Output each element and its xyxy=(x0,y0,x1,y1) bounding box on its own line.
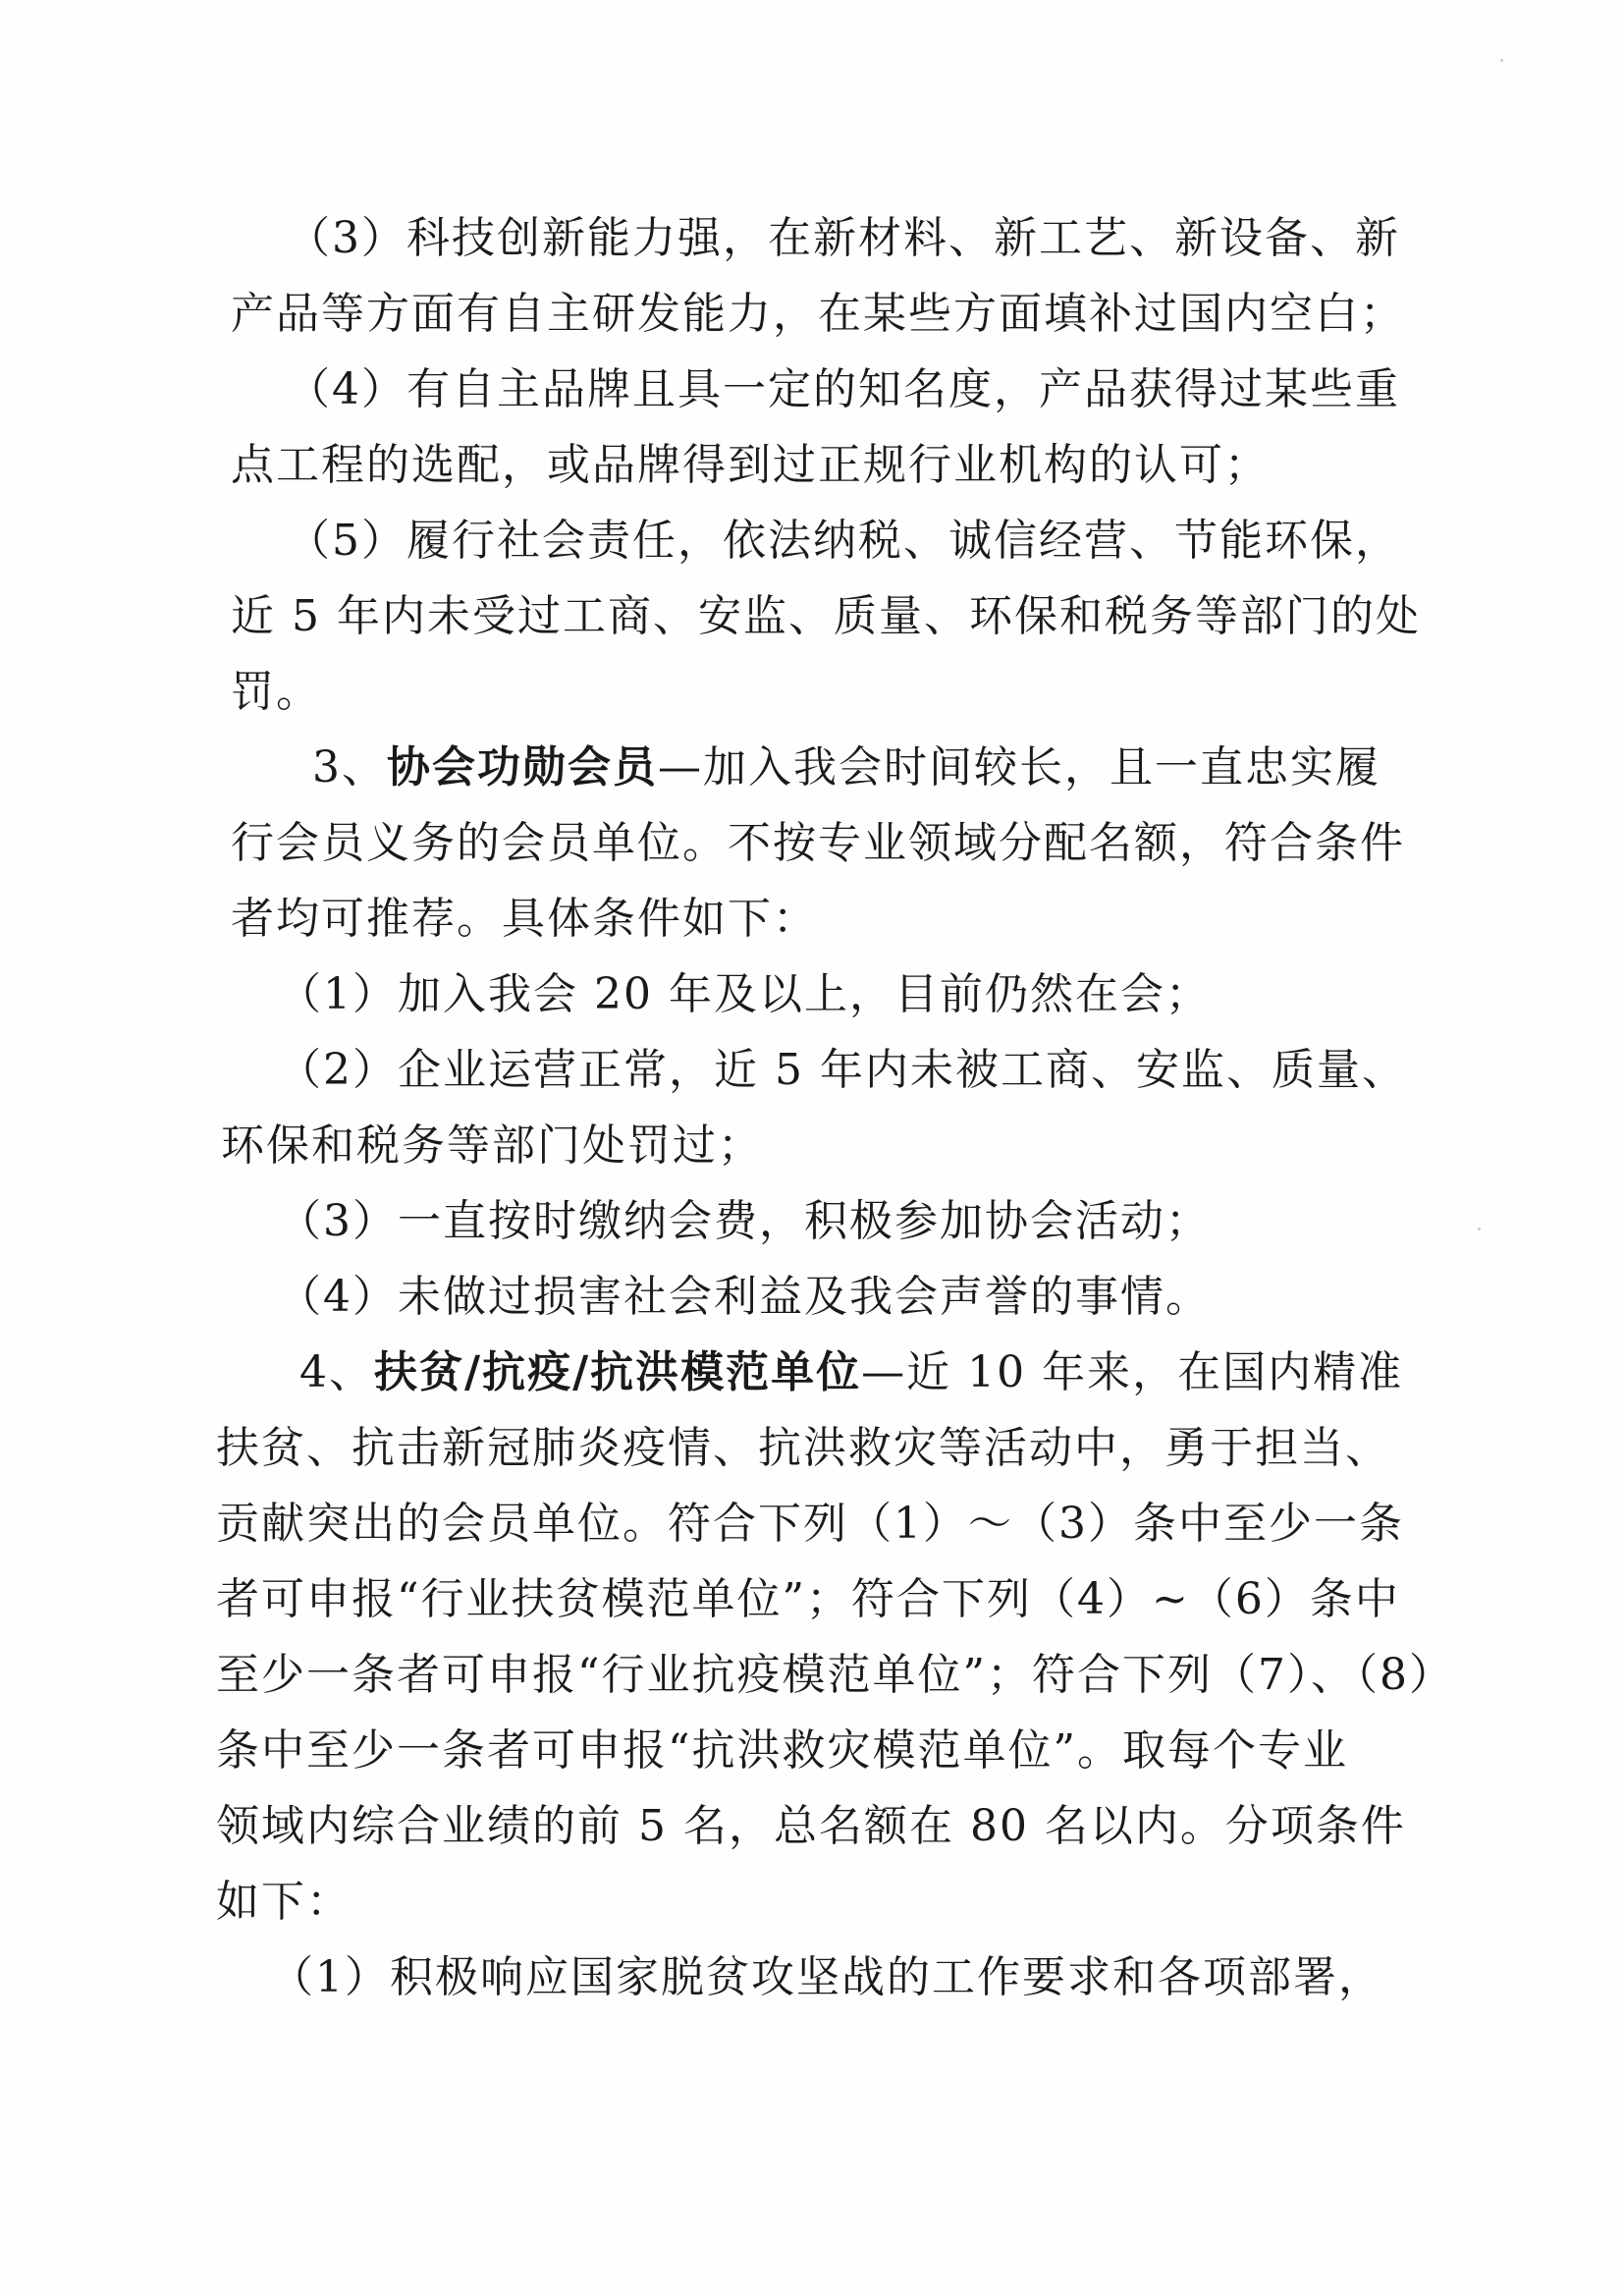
paragraph-line: 环保和税务等部门处罚过； xyxy=(221,1121,763,1171)
paragraph-line: 扶贫、抗击新冠肺炎疫情、抗洪救灾等活动中，勇于担当、 xyxy=(216,1423,1390,1473)
paragraph-line: 至少一条者可申报“行业抗疫模范单位”；符合下列（7）、（8） xyxy=(216,1650,1454,1700)
section-number: 3、 xyxy=(312,742,387,793)
section-intro: —加入我会时间较长，且一直忠实履 xyxy=(658,742,1380,793)
section-heading-line xyxy=(312,738,1380,797)
list-item: （1）加入我会 20 年及以上，目前仍然在会； xyxy=(278,969,1211,1019)
paragraph-line: （4）有自主品牌且具一定的知名度，产品获得过某些重 xyxy=(287,364,1400,414)
list-item: （2）企业运营正常，近 5 年内未被工商、安监、质量、 xyxy=(278,1045,1407,1095)
section-title: 协会功勋会员 xyxy=(387,742,658,793)
paragraph-line: 行会员义务的会员单位。不按专业领域分配名额，符合条件 xyxy=(231,818,1405,868)
paragraph-line: 近 5 年内未受过工商、安监、质量、环保和税务等部门的处 xyxy=(231,591,1421,641)
paragraph-line: （3）科技创新能力强，在新材料、新工艺、新设备、新 xyxy=(287,213,1400,263)
paragraph-line: 产品等方面有自主研发能力，在某些方面填补过国内空白； xyxy=(231,289,1405,339)
section-intro: —近 10 年来，在国内精准 xyxy=(861,1347,1404,1397)
paragraph-line: 贡献突出的会员单位。符合下列（1）～（3）条中至少一条 xyxy=(216,1499,1404,1549)
section-title: 扶贫/抗疫/抗洪模范单位 xyxy=(374,1347,862,1397)
paragraph-line: 如下： xyxy=(216,1877,352,1927)
paragraph-line: 条中至少一条者可申报“抗洪救灾模范单位”。取每个专业 xyxy=(216,1725,1348,1776)
section-heading-line xyxy=(299,1343,1403,1402)
paragraph-line: 点工程的选配，或品牌得到过正规行业机构的认可； xyxy=(231,440,1270,490)
paragraph-line: （5）履行社会责任，依法纳税、诚信经营、节能环保， xyxy=(287,516,1400,566)
list-item: （4）未做过损害社会利益及我会声誉的事情。 xyxy=(278,1272,1211,1322)
scan-speck xyxy=(1478,1228,1481,1230)
paragraph-line: 领域内综合业绩的前 5 名，总名额在 80 名以内。分项条件 xyxy=(216,1801,1406,1851)
paragraph-line: 者可申报“行业扶贫模范单位”；符合下列（4）~（6）条中 xyxy=(216,1574,1400,1624)
list-item: （3）一直按时缴纳会费，积极参加协会活动； xyxy=(278,1196,1211,1246)
scan-speck xyxy=(1500,59,1503,62)
paragraph-line: 者均可推荐。具体条件如下： xyxy=(231,894,818,944)
section-number: 4、 xyxy=(299,1347,374,1397)
paragraph-line: 罚。 xyxy=(231,667,321,717)
list-item: （1）积极响应国家脱贫攻坚战的工作要求和各项部署， xyxy=(270,1952,1383,2002)
